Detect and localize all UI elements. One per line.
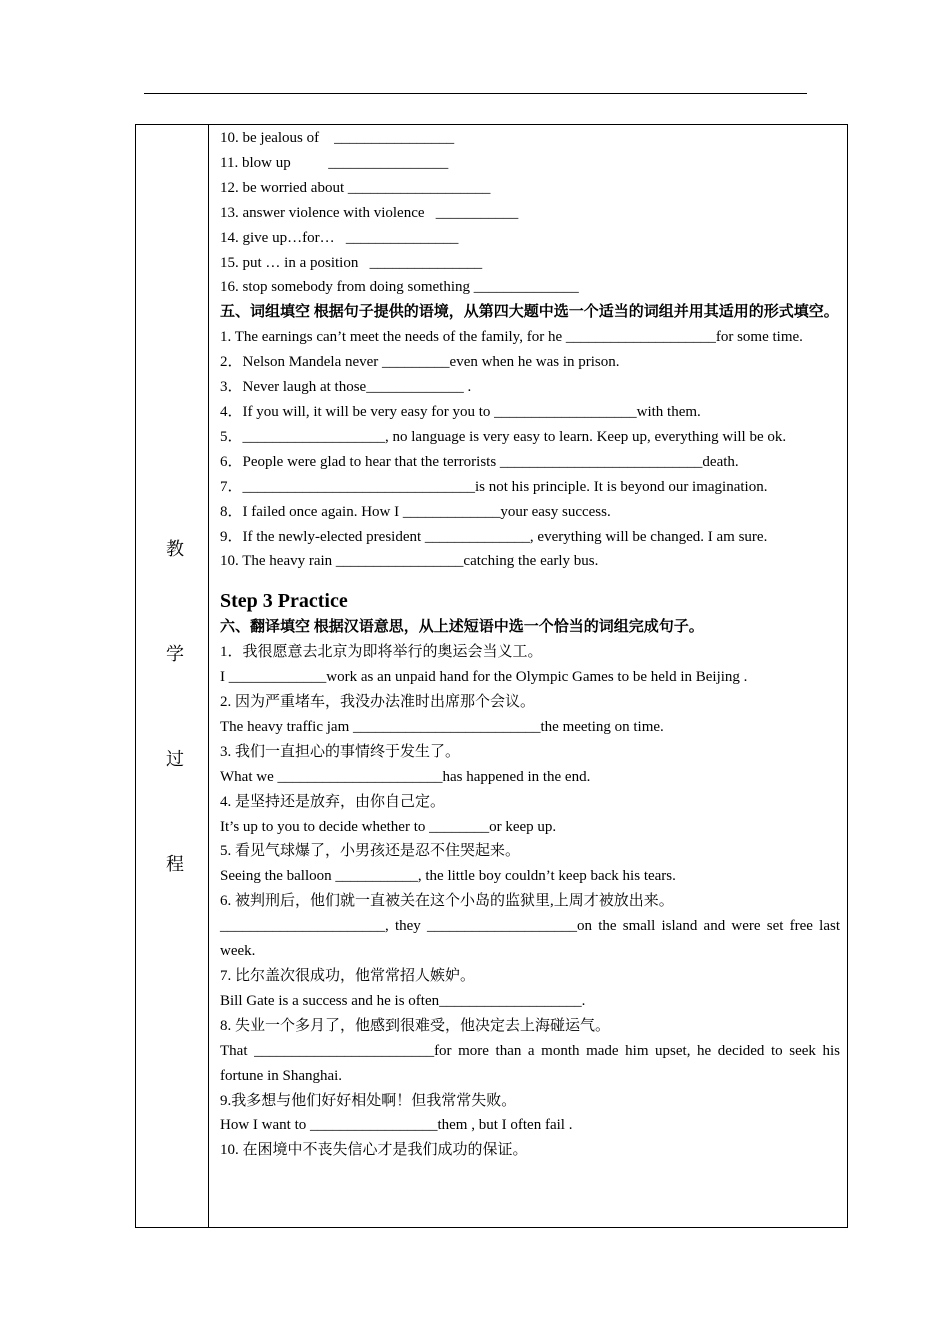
fill-in-item: 9．If the newly-elected president ______________, everything will be changed. I am sure. (220, 528, 768, 545)
translation-answer: What we ______________________has happened in the end. (220, 768, 591, 785)
translation-prompt: 6. 被判刑后，他们就一直被关在这个小岛的监狱里,上周才被放出来。 (220, 893, 674, 910)
side-label-char-3: 过 (166, 749, 184, 769)
fill-in-item: 7．_______________________________is not his principle. It is beyond our imagination. (220, 478, 768, 495)
step-title: Step 3 Practice (220, 590, 348, 613)
section-heading-6: 六、翻译填空 根据汉语意思，从上述短语中选一个恰当的词组完成句子。 (220, 619, 704, 636)
fill-in-item: 8．I failed once again. How I _____________your easy success. (220, 503, 611, 520)
fill-in-item: 6．People were glad to hear that the terrorists ___________________________death. (220, 453, 739, 470)
header-rule (144, 93, 807, 94)
translation-answer: The heavy traffic jam _________________________the meeting on time. (220, 718, 664, 735)
lesson-content (220, 126, 840, 1163)
translation-answer: Bill Gate is a success and he is often___________________. (220, 992, 586, 1009)
phrase-item: 10. be jealous of ________________ (220, 130, 455, 146)
phrase-item: 12. be worried about ___________________ (220, 179, 491, 196)
translation-prompt: 10. 在困境中不丧失信心才是我们成功的保证。 (220, 1142, 528, 1159)
translation-answer: It’s up to you to decide whether to ________or keep up. (220, 818, 557, 835)
section-heading-5: 五、词组填空 根据句子提供的语境，从第四大题中选一个适当的词组并用其适用的形式填空。 (220, 304, 839, 321)
translation-prompt: 5. 看见气球爆了，小男孩还是忍不住哭起来。 (220, 843, 521, 860)
side-label-char-1: 教 (166, 539, 184, 559)
fill-in-item: 3．Never laugh at those_____________ . (220, 379, 472, 396)
side-label-char-4: 程 (166, 854, 184, 874)
translation-answer: ______________________, they ____________________on the small island and were set free last week. (220, 918, 840, 960)
phrase-item: 14. give up…for… _______________ (220, 229, 459, 246)
translation-answer: Seeing the balloon ___________, the little boy couldn’t keep back his tears. (220, 868, 676, 885)
translation-prompt: 3. 我们一直担心的事情终于发生了。 (220, 743, 461, 760)
phrase-item: 13. answer violence with violence ___________ (220, 204, 519, 221)
fill-in-item: 5．___________________, no language is very easy to learn. Keep up, everything will be ok. (220, 428, 787, 445)
translation-prompt: 1．我很愿意去北京为即将举行的奥运会当义工。 (220, 644, 543, 661)
translation-prompt: 9.我多想与他们好好相处啊！但我常常失败。 (220, 1092, 517, 1109)
phrase-item: 15. put … in a position _______________ (220, 254, 483, 271)
translation-answer: I _____________work as an unpaid hand for the Olympic Games to be held in Beijing . (220, 669, 748, 686)
fill-in-item: 4．If you will, it will be very easy for you to ___________________with them. (220, 403, 701, 420)
fill-in-item: 1. The earnings can’t meet the needs of the family, for he ____________________for some time. (220, 329, 803, 346)
phrase-item: 11. blow up ________________ (220, 154, 449, 171)
translation-prompt: 7. 比尔盖次很成功，他常常招人嫉妒。 (220, 968, 476, 984)
column-divider (208, 124, 209, 1228)
phrase-item: 16. stop somebody from doing something ______________ (220, 279, 579, 296)
side-label-char-2: 学 (166, 644, 184, 664)
translation-answer: How I want to _________________them , but I often fail . (220, 1117, 573, 1134)
fill-in-item: 2．Nelson Mandela never _________even when he was in prison. (220, 354, 620, 371)
translation-answer: That ________________________for more than a month made him upset, he decided to seek his fortune in Shanghai. (220, 1042, 840, 1084)
translation-prompt: 4. 是坚持还是放弃，由你自己定。 (220, 793, 446, 810)
translation-prompt: 8. 失业一个多月了，他感到很难受，他决定去上海碰运气。 (220, 1017, 611, 1034)
translation-prompt: 2. 因为严重堵车，我没办法准时出席那个会议。 (220, 694, 536, 711)
fill-in-item: 10. The heavy rain _________________catching the early bus. (220, 553, 599, 570)
